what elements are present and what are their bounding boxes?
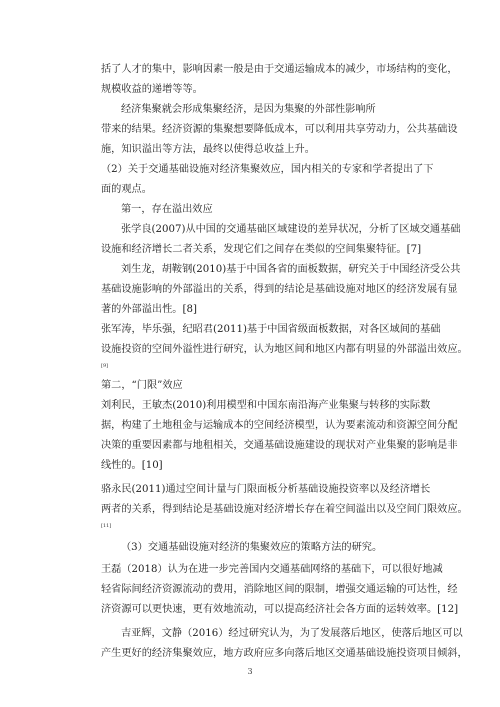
text-line: 张军涛，毕乐强，纪昭君(2011)基于中国省级面板数据，对各区域间的基础	[101, 324, 441, 335]
text-line: 王磊（2018）认为在进一步完善国内交通基础网络的基础下，可以很好地减	[101, 564, 443, 575]
text-line: 括了人才的集中，影响因素一般是由于交通运输成本的减少，市场结构的变化，	[101, 64, 458, 75]
text-line: 基础设施影响的外部溢出的关系，得到的结论是基础设施对地区的经济发展有显	[101, 284, 458, 295]
section-heading: （3）交通基础设施对经济的集聚效应的策略方法的研究。	[121, 542, 383, 553]
text-line: 刘利民，王敏杰(2010)利用模型和中国东南沿海产业集聚与转移的实际数	[101, 400, 431, 411]
text-line: 吉亚辉，文静（2016）经过研究认为，为了发展落后地区，使落后地区可以	[121, 628, 463, 639]
text-line: 面的观点。	[101, 184, 152, 195]
footnote-mark: [9]	[101, 363, 109, 369]
text-line: 设施投资的空间外溢性进行研究，认为地区间和地区内都有明显的外部溢出效应。	[101, 344, 468, 355]
text-line: 产生更好的经济集聚效应，地方政府应多向落后地区交通基础设施投资项目倾斜，	[101, 648, 468, 659]
text-line: 施，知识溢出等方法，最终以使得总收益上升。	[101, 144, 315, 155]
section-heading: 第二，“门限”效应	[101, 380, 183, 391]
text-line: 线性的。[10]	[101, 460, 163, 471]
page-number: 3	[247, 667, 253, 676]
text-line: 两者的关系，得到结论是基础设施对经济增长存在着空间溢出以及空间门限效应。	[101, 504, 468, 515]
footnote-mark: [11]	[101, 523, 112, 529]
text-line: （2）关于交通基础设施对经济集聚效应，国内相关的专家和学者提出了下	[101, 164, 434, 175]
text-line: 决策的重要因素都与地租相关，交通基础设施建设的现状对产业集聚的影响是非	[101, 440, 458, 451]
text-line: 张学良(2007)从中国的交通基础区域建设的差异状况，分析了区域交通基础	[121, 224, 461, 235]
section-heading: 第一，存在溢出效应	[121, 204, 213, 215]
text-line: 骆永民(2011)通过空间计量与门限面板分析基础设施投资率以及经济增长	[101, 484, 431, 495]
text-line: 刘生龙，胡鞍钢(2010)基于中国各省的面板数据，研究关于中国经济受公共	[121, 264, 461, 275]
text-line: 据，构建了土地租金与运输成本的空间经济模型，认为要素流动和资源空间分配	[101, 420, 458, 431]
text-line: 设施和经济增长二者关系，发现它们之间存在类似的空间集聚特征。[7]	[101, 244, 422, 255]
text-line: 轻省际间经济资源流动的费用，消除地区间的限制，增强交通运输的可达性，经	[101, 584, 458, 595]
text-line: 济资源可以更快速，更有效地流动，可以提高经济社会各方面的运转效率。[12]	[101, 604, 459, 615]
text-line: 著的外部溢出性。[8]	[101, 304, 197, 315]
text-line: 带来的结果。经济资源的集聚想要降低成本，可以利用共享劳动力，公共基础设	[101, 124, 458, 135]
text-line: 规模收益的递增等等。	[101, 84, 203, 95]
text-line: 经济集聚就会形成集聚经济，是因为集聚的外部性影响所	[121, 104, 376, 115]
